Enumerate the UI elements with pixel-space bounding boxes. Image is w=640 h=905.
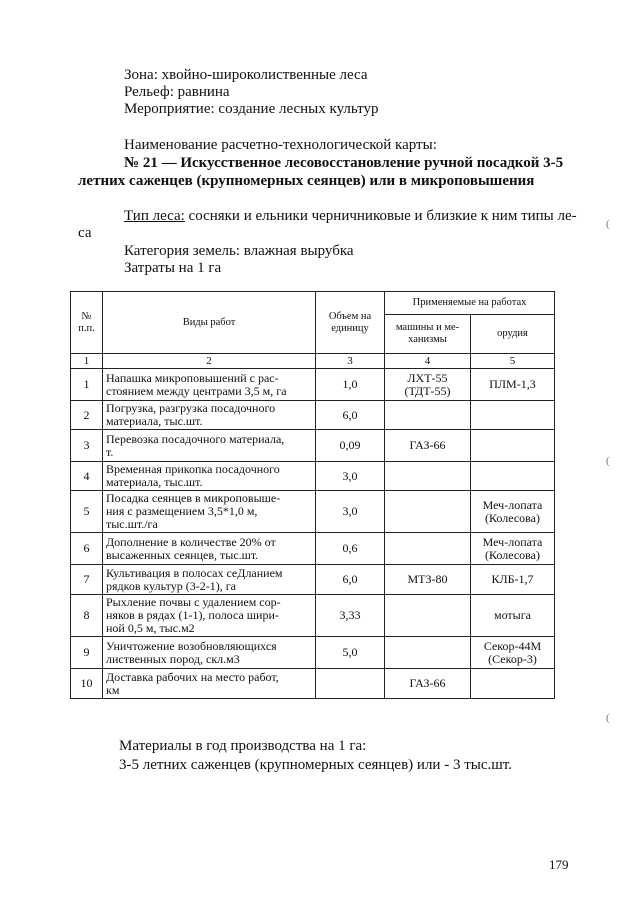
header-machines: машины и ме- ханизмы [385,315,471,354]
card-title-line2: летних саженцев (крупномерных сеянцев) или в микроповышения [78,173,535,189]
table-row [71,462,555,491]
col-number-5: 5 [471,354,555,369]
table-row [71,401,555,430]
header-tools: орудия [471,315,555,354]
work-cell: Рыхление почвы с удалением сор- няков в рядах (1-1), полоса шири- ной 0,5 м, тыс.м2 [103,595,316,637]
col-number-1: 1 [71,354,103,369]
col-number-2: 2 [103,354,316,369]
work-cell: Напашка микроповышений с рас- стоянием между центрами 3,5 м, га [103,369,316,401]
table-row [71,565,555,595]
forest-type-cont: са [78,225,92,241]
tools-cell: КЛБ-1,7 [471,565,555,595]
table-row [71,595,555,637]
works-table [70,291,555,699]
zone-line: Зона: хвойно-широколиственные леса [124,67,368,83]
tools-cell: Меч-лопата (Колесова) [471,533,555,565]
tools-cell: Меч-лопата (Колесова) [471,491,555,533]
volume-cell: 6,0 [316,401,385,430]
volume-cell: 3,0 [316,491,385,533]
table-body [71,369,555,699]
header-volume: Объем на единицу [316,292,385,354]
machines-cell [385,491,471,533]
tools-cell [471,462,555,491]
work-cell: Доставка рабочих на место работ, км [103,669,316,699]
materials-label: Материалы в год производства на 1 га: [119,738,367,754]
tools-cell: ПЛМ-1,3 [471,369,555,401]
costs-line: Затраты на 1 га [124,260,222,276]
work-cell: Перевозка посадочного материала, т. [103,430,316,462]
row-number-cell: 1 [71,369,103,401]
row-number-cell: 10 [71,669,103,699]
machines-cell [385,462,471,491]
work-cell: Посадка сеянцев в микроповыше- ния с размещением 3,5*1,0 м, тыс.шт./га [103,491,316,533]
relief-line: Рельеф: равнина [124,84,230,100]
volume-cell [316,669,385,699]
table-row [71,369,555,401]
table-row [71,430,555,462]
machines-cell: ЛХТ-55 (ТДТ-55) [385,369,471,401]
activity-line: Мероприятие: создание лесных культур [124,101,379,117]
tools-cell [471,669,555,699]
work-cell: Временная прикопка посадочного материала, тыс.шт. [103,462,316,491]
row-number-cell: 5 [71,491,103,533]
volume-cell: 6,0 [316,565,385,595]
machines-cell: ГАЗ-66 [385,669,471,699]
table-row [71,491,555,533]
work-cell: Дополнение в количестве 20% от высаженных сеянцев, тыс.шт. [103,533,316,565]
col-number-4: 4 [385,354,471,369]
header-num: № п.п. [71,292,103,354]
row-number-cell: 4 [71,462,103,491]
work-cell: Погрузка, разгрузка посадочного материала, тыс.шт. [103,401,316,430]
row-number-cell: 2 [71,401,103,430]
machines-cell [385,401,471,430]
land-category-line: Категория земель: влажная вырубка [124,243,354,259]
header-work: Виды работ [103,292,316,354]
machines-cell: ГАЗ-66 [385,430,471,462]
card-title-line1: № 21 — Искусственное лесовосстановление ручной посадкой 3-5 [124,155,564,171]
row-number-cell: 3 [71,430,103,462]
margin-mark: ( [606,712,610,724]
row-number-cell: 6 [71,533,103,565]
col-number-3: 3 [316,354,385,369]
tools-cell: Секор-44М (Секор-3) [471,637,555,669]
volume-cell: 0,6 [316,533,385,565]
card-name-label: Наименование расчетно-технологической карты: [124,137,437,153]
header-applied: Применяемые на работах [385,292,555,315]
tools-cell: мотыга [471,595,555,637]
margin-mark: ( [606,218,610,230]
work-cell: Уничтожение возобновляющихся лиственных пород, скл.м3 [103,637,316,669]
machines-cell [385,595,471,637]
volume-cell: 3,33 [316,595,385,637]
volume-cell: 0,09 [316,430,385,462]
margin-mark: ( [606,455,610,467]
table-row [71,669,555,699]
machines-cell [385,533,471,565]
page-number: 179 [549,857,569,872]
materials-value: 3-5 летних саженцев (крупномерных сеянцев) или - 3 тыс.шт. [119,757,512,773]
tools-cell [471,401,555,430]
volume-cell: 3,0 [316,462,385,491]
machines-cell [385,637,471,669]
volume-cell: 5,0 [316,637,385,669]
volume-cell: 1,0 [316,369,385,401]
forest-type-line [124,207,577,225]
row-number-cell: 7 [71,565,103,595]
work-cell: Культивация в полосах сеДланием рядков культур (3-2-1), га [103,565,316,595]
forest-type-value: сосняки и ельники черничниковые и близкие к ним типы ле- [184,208,577,224]
row-number-cell: 8 [71,595,103,637]
forest-type-label: Тип леса: [124,208,185,224]
table-row [71,533,555,565]
row-number-cell: 9 [71,637,103,669]
table-row [71,637,555,669]
tools-cell [471,430,555,462]
machines-cell: МТЗ-80 [385,565,471,595]
